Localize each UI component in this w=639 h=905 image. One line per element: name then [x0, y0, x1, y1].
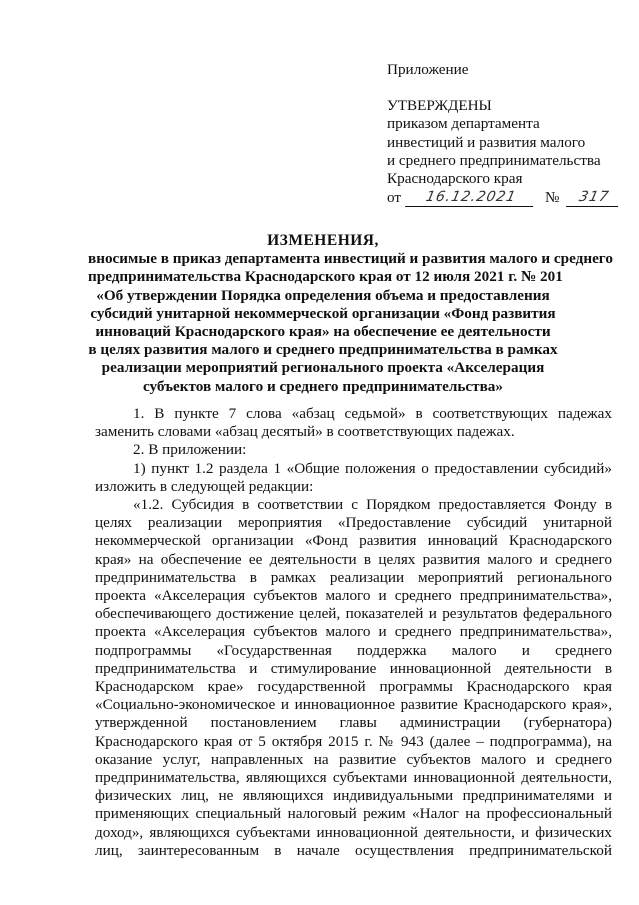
from-label: от — [387, 189, 402, 207]
approval-block — [387, 61, 627, 207]
title-line: «Об утверждении Порядка определения объема и предоставления — [96, 286, 550, 304]
paragraph-4: «1.2. Субсидия в соответствии с Порядком предоставляется Фонду в целях реализации мероприятия «Предоставление субсидий унитарной некоммерческой организации «Фонд развития инноваций Краснодарского края» на обеспечение ее деятельности в целях развития малого и среднего предпринимательства в рамках реализации мероприятий регионального проекта «Акселерация субъектов малого и среднего предпринимательства», обеспечивающего достижение целей, показателей и результатов федерального проекта «Акселерация субъектов малого и среднего предпринимательства», подпрограммы «Государственная поддержка малого и среднего предпринимательства и стимулирование инновационной деятельности в Краснодарском крае» государственной программы Краснодарского края «Социально-экономическое и инновационное развитие Краснодарского края», утвержденной постановлением главы администрации (губернатора) Краснодарского края от 5 октября 2015 г. № 943 (далее – подпрограмма), на оказание услуг, направленных на развитие субъектов малого и среднего предпринимательства, являющихся субъектами инновационной деятельности, физических лиц, не являющихся индивидуальными предпринимателями и применяющих специальный налоговый режим «Налог на профессиональный доход», являющихся субъектами инновационной деятельности, и физических лиц, заинтересованным в начале осуществления предпринимательской — [95, 496, 612, 859]
document-body — [95, 405, 612, 860]
title-main: ИЗМЕНЕНИЯ, — [267, 232, 379, 249]
title-line: предпринимательства Краснодарского края от 12 июля 2021 г. № 201 — [88, 268, 563, 286]
document-title — [88, 232, 613, 396]
title-line: субъектов малого и среднего предпринимательства» — [143, 377, 503, 395]
number-label: № — [545, 189, 560, 207]
paragraph-2: 2. В приложении: — [133, 441, 247, 459]
handwritten-date: 16.12.2021 — [405, 188, 537, 207]
approval-line: инвестиций и развития малого — [387, 133, 586, 151]
title-line: вносимые в приказ департамента инвестиций и развития малого и среднего — [88, 250, 613, 268]
paragraph-3: 1) пункт 1.2 раздела 1 «Общие положения о предоставлении субсидий» изложить в следующей редакции: — [95, 459, 612, 495]
title-line: инноваций Краснодарского края» на обеспечение ее деятельности — [95, 323, 551, 341]
title-line: реализации мероприятий регионального проекта «Акселерация — [101, 359, 545, 377]
approval-line: и среднего предпринимательства — [387, 151, 601, 169]
title-line: субсидий унитарной некоммерческой организации «Фонд развития — [90, 304, 556, 322]
appendix-label: Приложение — [387, 61, 469, 78]
order-date-number — [387, 188, 627, 207]
paragraph-1: 1. В пункте 7 слова «абзац седьмой» в соответствующих падежах заменить словами «абзац десятый» в соответствующих падежах. — [95, 405, 612, 441]
handwritten-number: 317 — [565, 188, 621, 207]
approval-line: приказом департамента — [387, 115, 540, 133]
approved-label: УТВЕРЖДЕНЫ — [387, 97, 492, 115]
title-line: в целях развития малого и среднего предпринимательства в рамках — [88, 341, 558, 359]
approval-line: Краснодарского края — [387, 170, 523, 188]
